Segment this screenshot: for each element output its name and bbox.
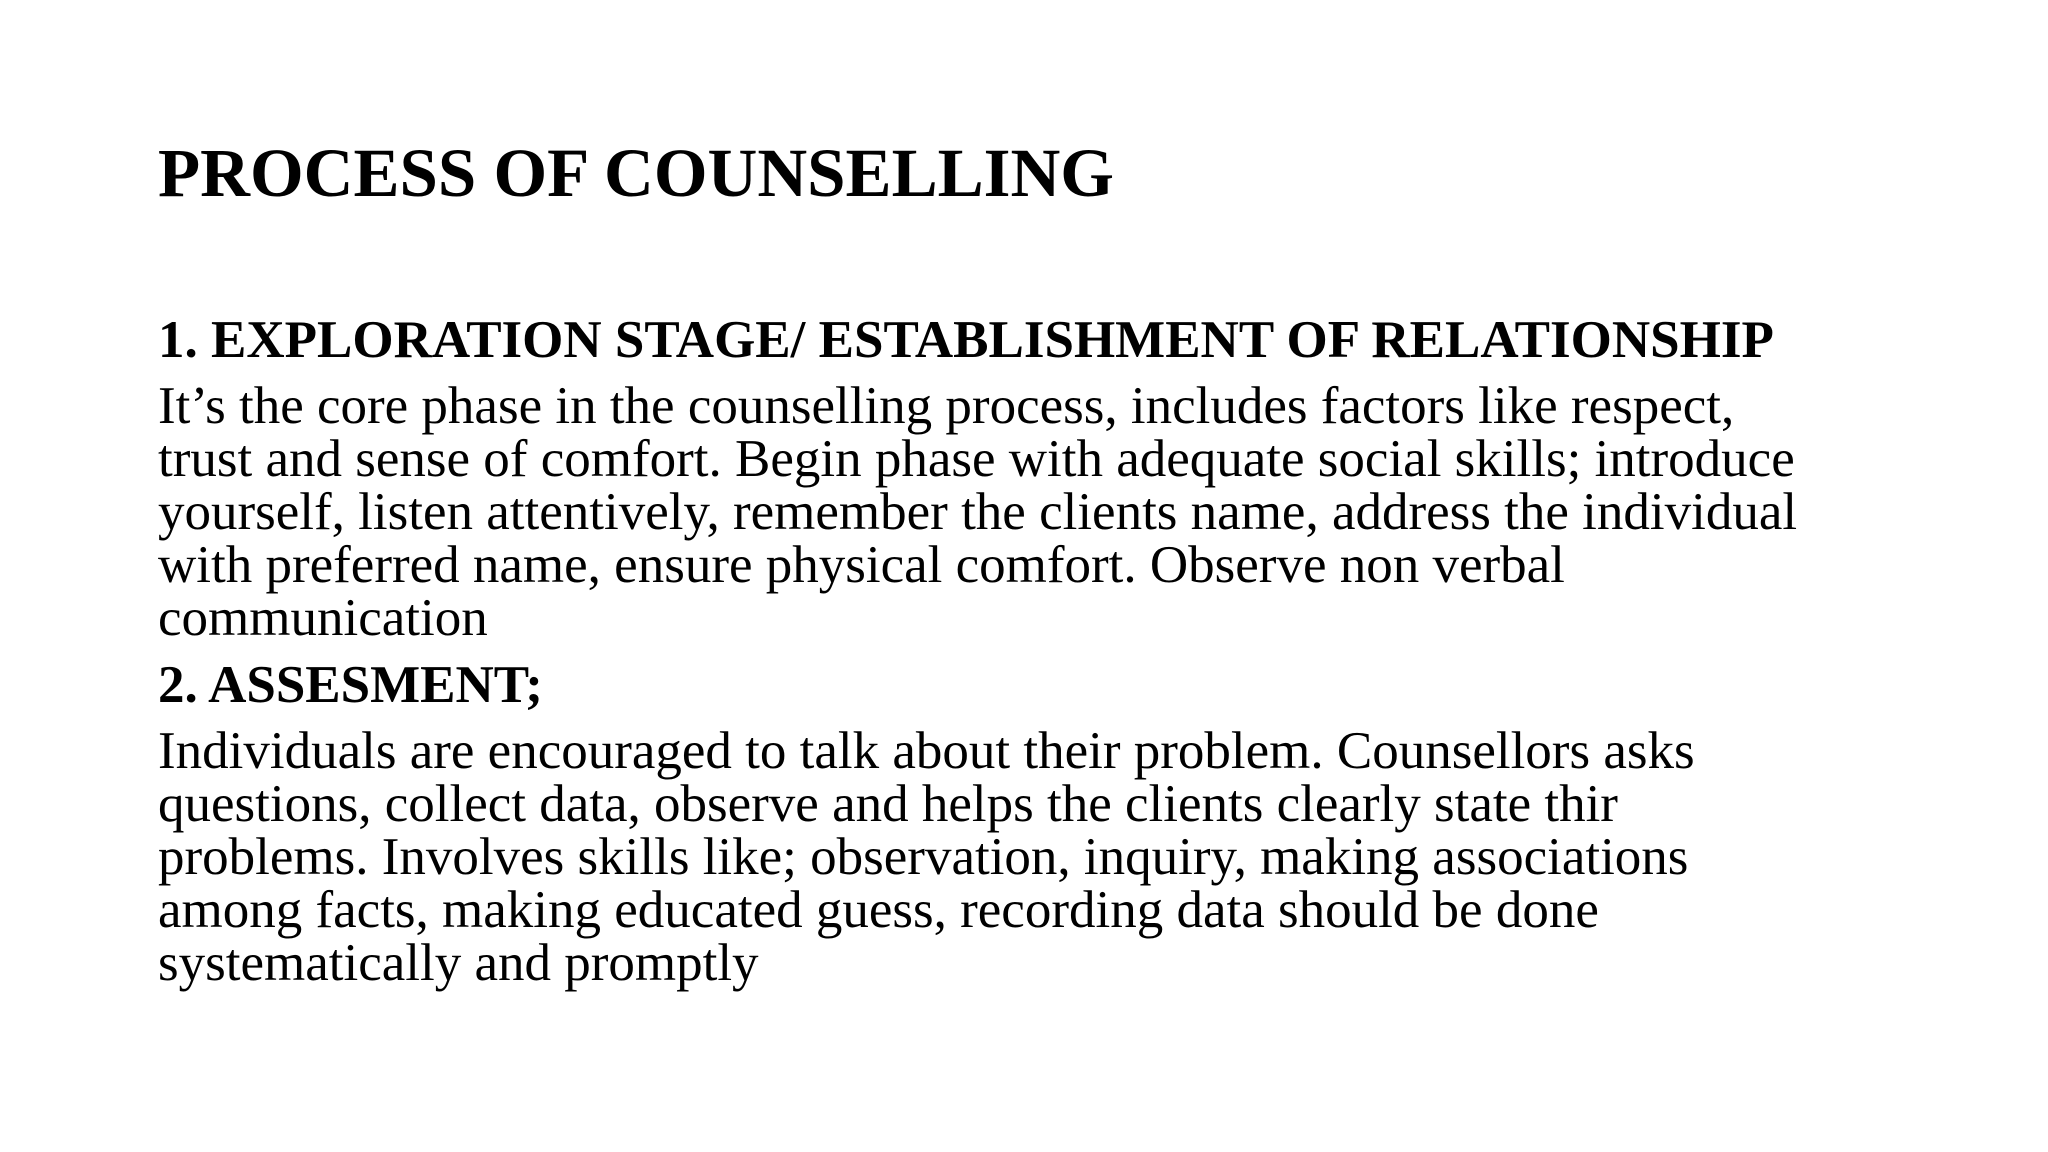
paragraph-line: Individuals are encouraged to talk about their problem. Counsellors asks: [158, 722, 1695, 780]
paragraph-line: systematically and promptly: [158, 934, 759, 992]
slide-title: PROCESS OF COUNSELLING: [158, 135, 1114, 211]
slide-body: [158, 304, 1938, 990]
paragraph-line: with preferred name, ensure physical comfort. Observe non verbal: [158, 536, 1565, 594]
section-heading-assessment: 2. ASSESMENT;: [158, 656, 543, 714]
paragraph-line: yourself, listen attentively, remember the clients name, address the individual: [158, 483, 1798, 541]
paragraph-line: questions, collect data, observe and helps the clients clearly state thir: [158, 775, 1618, 833]
paragraph-line: trust and sense of comfort. Begin phase with adequate social skills; introduce: [158, 430, 1795, 488]
paragraph-line: communication: [158, 589, 488, 647]
paragraph-line: among facts, making educated guess, recording data should be done: [158, 881, 1599, 939]
paragraph-line: problems. Involves skills like; observation, inquiry, making associations: [158, 828, 1689, 886]
section-paragraph-assessment: [158, 722, 1938, 992]
section-paragraph-exploration: [158, 377, 1938, 647]
section-heading-exploration: 1. EXPLORATION STAGE/ ESTABLISHMENT OF RELATIONSHIP: [158, 311, 1774, 369]
paragraph-line: It’s the core phase in the counselling process, includes factors like respect,: [158, 377, 1735, 435]
